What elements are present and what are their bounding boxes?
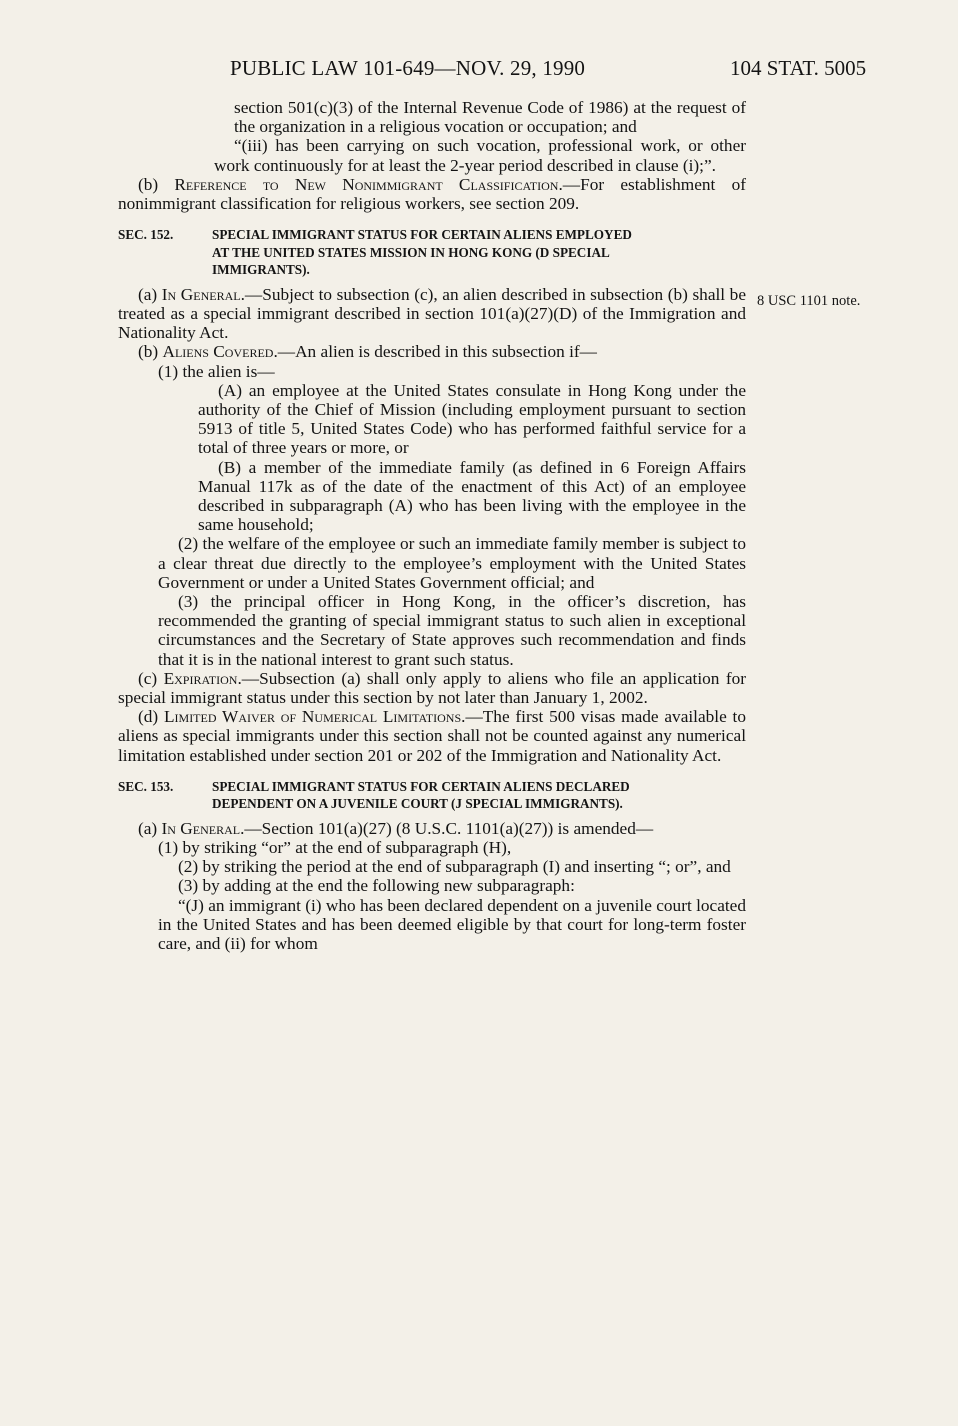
document-body	[118, 98, 746, 953]
paragraph-152a	[118, 285, 746, 343]
paragraph-153a3: (3) by adding at the end the following new subparagraph:	[178, 876, 575, 896]
paragraph-152b1: (1) the alien is—	[158, 361, 275, 381]
subsection-caption: In General.	[161, 284, 245, 304]
section-title-line: SPECIAL IMMIGRANT STATUS FOR CERTAIN ALIENS EMPLOYED	[212, 227, 632, 243]
paragraph-152bB: (B) a member of the immediate family (as defined in 6 Foreign Affairs Manual 117k as of the date of the enactment of this Act) of an employee described in subparagraph (A) who has been living with the employee in the same household;	[198, 457, 746, 535]
paragraph-153a	[118, 819, 746, 838]
paragraph-152b	[118, 342, 746, 361]
paragraph-153a2: (2) by striking the period at the end of subparagraph (I) and inserting “; or”, and	[178, 857, 731, 877]
paragraph-152bA: (A) an employee at the United States consulate in Hong Kong under the authority of the Chief of Mission (including employment pursuant to section 5913 of title 5, United States Code) who has performed faithful service for a total of three years or more, or	[198, 380, 746, 458]
subsection-label: (c)	[138, 668, 164, 688]
section-153-heading	[118, 778, 746, 813]
subsection-label: (b)	[138, 174, 175, 194]
paragraph-b-reference	[118, 175, 746, 213]
section-number: SEC. 153.	[118, 778, 174, 794]
subsection-caption: Limited Waiver of Numerical Limitations.	[163, 707, 466, 727]
subsection-label: (b)	[138, 342, 163, 362]
section-title-line: DEPENDENT ON A JUVENILE COURT (J SPECIAL IMMIGRANTS).	[212, 796, 623, 812]
paragraph-clause-ii-continuation: section 501(c)(3) of the Internal Revenue Code of 1986) at the request of the organization in a religious vocation or occupation; and	[234, 98, 746, 137]
section-title-line: SPECIAL IMMIGRANT STATUS FOR CERTAIN ALIENS DECLARED	[212, 778, 630, 794]
subsection-label: (a)	[138, 284, 162, 304]
page-header-stat: 104 STAT. 5005	[730, 56, 867, 80]
subsection-caption: Aliens Covered.	[162, 342, 278, 362]
subsection-text: —Section 101(a)(27) (8 U.S.C. 1101(a)(27)) is amended—	[244, 818, 654, 838]
paragraph-153a1: (1) by striking “or” at the end of subparagraph (H),	[158, 838, 512, 857]
subsection-label: (a)	[138, 818, 162, 838]
section-number: SEC. 152.	[118, 227, 174, 243]
subsection-text: —Subsection (a) shall only apply to aliens who file an application for special immigrant status under this section by not later than January 1, 2002.	[118, 668, 746, 707]
subsection-text: —The first 500 visas made available to aliens as special immigrants under this section shall not be counted against any numerical limitation established under section 201 or 202 of the Immigration and Nationality Act.	[118, 707, 746, 765]
margin-citation-note: 8 USC 1101 note.	[757, 293, 861, 309]
paragraph-153J: “(J) an immigrant (i) who has been declared dependent on a juvenile court located in the United States and has been deemed eligible by that court for long-term foster care, and (ii) for whom	[158, 895, 746, 954]
subsection-text: —An alien is described in this subsection if—	[277, 342, 597, 362]
subsection-text: —For establishment of nonimmigrant classification for religious workers, see section 209.	[118, 174, 746, 214]
subsection-caption: In General.	[161, 818, 245, 838]
paragraph-152d	[118, 707, 746, 765]
section-title-line: IMMIGRANTS).	[212, 262, 310, 278]
section-152-heading	[118, 226, 746, 279]
section-title-line: AT THE UNITED STATES MISSION IN HONG KONG (D SPECIAL	[212, 244, 610, 260]
paragraph-152c	[118, 669, 746, 707]
subsection-caption: Reference to New Nonimmigrant Classification.	[174, 174, 563, 194]
page-header-title: PUBLIC LAW 101-649—NOV. 29, 1990	[230, 56, 586, 80]
paragraph-152b3: (3) the principal officer in Hong Kong, in the officer’s discretion, has recommended the granting of special immigrant status to such alien in exceptional circumstances and the Secretary of State approves such recommendation and finds that it is in the national interest to grant such status.	[158, 591, 746, 669]
paragraph-152b2: (2) the welfare of the employee or such an immediate family member is subject to a clear threat due directly to the employee’s employment with the United States Government or under a United States Government official; and	[158, 534, 746, 592]
subsection-caption: Expiration.	[163, 668, 242, 688]
subsection-text: —Subject to subsection (c), an alien described in subsection (b) shall be treated as a special immigrant described in section 101(a)(27)(D) of the Immigration and Nationality Act.	[118, 284, 746, 343]
paragraph-clause-iii: “(iii) has been carrying on such vocation, professional work, or other work continuously for at least the 2-year period described in clause (i);”.	[214, 136, 746, 175]
subsection-label: (d)	[138, 707, 164, 727]
